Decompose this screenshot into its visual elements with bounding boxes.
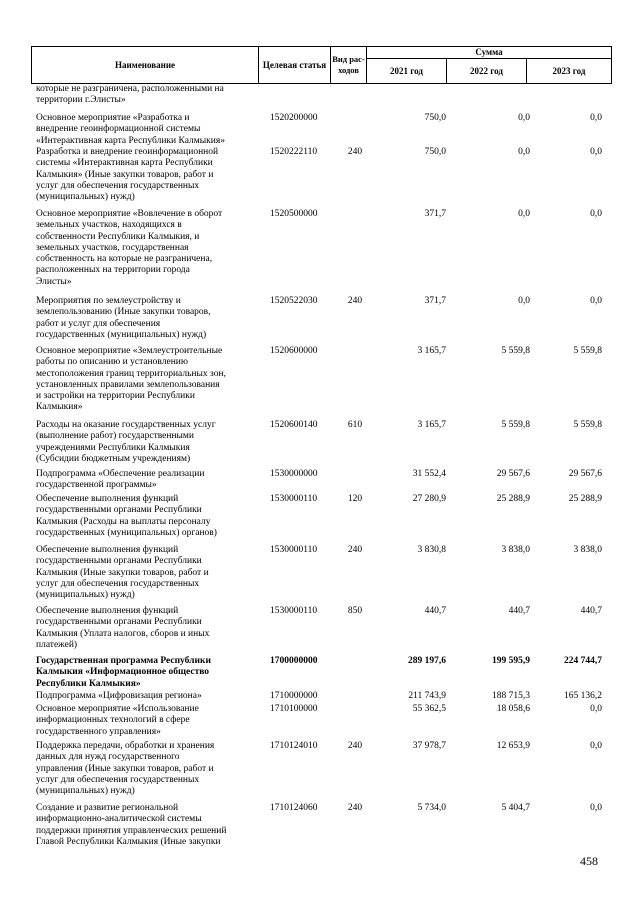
row-name: Создание и развитие региональной информационно-аналитической системы поддержки принятия управленческих решений Главой Республики Калмыкия (Иные закупки bbox=[36, 803, 227, 847]
row-target: 1710124060 bbox=[270, 803, 318, 813]
row-name: Основное мероприятие «Разработка и внедрение геоинформационной системы «Интерактивная карта Республики Калмыкия» bbox=[36, 113, 225, 146]
row-sum-2021: 3 165,7 bbox=[417, 420, 446, 430]
header-vid: Вид рас-ходов bbox=[331, 47, 367, 84]
row-target: 1520522030 bbox=[270, 296, 318, 306]
row-name: Расходы на оказание государственных услуг (выполнение работ) государственными учреждениями Республики Калмыкия (Субсидии бюджетным учреждениям) bbox=[36, 420, 216, 464]
row-sum-2022: 18 058,6 bbox=[496, 704, 530, 714]
row-sum-2023: 0,0 bbox=[590, 296, 602, 306]
row-vid: 240 bbox=[347, 803, 363, 813]
header-target: Целевая статья bbox=[259, 47, 331, 84]
row-sum-2023: 0,0 bbox=[590, 209, 602, 219]
row-vid: 120 bbox=[347, 494, 363, 504]
row-sum-2023: 224 744,7 bbox=[564, 656, 602, 666]
row-sum-2023: 165 136,2 bbox=[564, 691, 602, 701]
row-sum-2021: 3 830,8 bbox=[417, 545, 446, 555]
row-target: 1530000110 bbox=[270, 494, 318, 504]
row-target: 1520200000 bbox=[270, 113, 318, 123]
row-sum-2022: 188 715,3 bbox=[492, 691, 530, 701]
row-sum-2022: 12 653,9 bbox=[496, 741, 530, 751]
row-sum-2023: 5 559,8 bbox=[573, 420, 602, 430]
row-sum-2023: 0,0 bbox=[590, 113, 602, 123]
row-target: 1530000110 bbox=[270, 545, 318, 555]
row-sum-2021: 55 362,5 bbox=[412, 704, 446, 714]
row-sum-2022: 5 559,8 bbox=[501, 346, 530, 356]
row-sum-2021: 3 165,7 bbox=[417, 346, 446, 356]
row-sum-2023: 0,0 bbox=[590, 147, 602, 157]
header-sum: Сумма bbox=[367, 47, 612, 59]
row-sum-2021: 27 280,9 bbox=[412, 494, 446, 504]
header-2022: 2022 год bbox=[447, 59, 527, 84]
row-name: Подпрограмма «Цифровизация региона» bbox=[36, 691, 202, 701]
row-target: 1700000000 bbox=[270, 656, 318, 666]
row-name: Поддержка передачи, обработки и хранения данных для нужд государственного управления (Иные закупки товаров, работ и услуг для обеспечения государственных (муниципальных) нужд) bbox=[36, 741, 215, 797]
row-sum-2022: 0,0 bbox=[518, 147, 530, 157]
row-target: 1710124010 bbox=[270, 741, 318, 751]
row-name: Разработка и внедрение геоинформационной системы «Интерактивная карта Республики Калмыкия» (Иные закупки товаров, работ и услуг для обеспечения государственных (муниципальных) нужд) bbox=[36, 147, 219, 203]
row-name: Обеспечение выполнения функций государственными органами Республики Калмыкия (Расходы на выплаты персоналу государственных (муниципальных) органов) bbox=[36, 494, 217, 538]
row-target: 1520600000 bbox=[270, 346, 318, 356]
row-target: 1520222110 bbox=[270, 147, 318, 157]
row-vid: 850 bbox=[347, 606, 363, 616]
row-sum-2021: 750,0 bbox=[424, 113, 446, 123]
row-name: которые не разграничена, расположенными на территории г.Элисты» bbox=[36, 84, 224, 106]
row-sum-2021: 31 552,4 bbox=[412, 469, 446, 479]
row-sum-2023: 0,0 bbox=[590, 741, 602, 751]
row-sum-2021: 5 734,0 bbox=[417, 803, 446, 813]
header-2021: 2021 год bbox=[367, 59, 447, 84]
row-target: 1530000000 bbox=[270, 469, 318, 479]
row-sum-2021: 289 197,6 bbox=[408, 656, 446, 666]
row-name: Мероприятия по землеустройству и землепользованию (Иные закупки товаров, работ и услуг для обеспечения государственных (муниципальных) нужд) bbox=[36, 296, 211, 340]
row-sum-2022: 0,0 bbox=[518, 296, 530, 306]
row-vid: 610 bbox=[347, 420, 363, 430]
row-target: 1530000110 bbox=[270, 606, 318, 616]
row-sum-2022: 29 567,6 bbox=[496, 469, 530, 479]
row-sum-2021: 750,0 bbox=[424, 147, 446, 157]
row-sum-2022: 0,0 bbox=[518, 209, 530, 219]
row-sum-2022: 440,7 bbox=[508, 606, 530, 616]
header-name: Наименование bbox=[32, 47, 259, 84]
row-sum-2021: 440,7 bbox=[424, 606, 446, 616]
row-vid: 240 bbox=[347, 741, 363, 751]
row-sum-2023: 0,0 bbox=[590, 803, 602, 813]
row-sum-2022: 5 559,8 bbox=[501, 420, 530, 430]
row-vid: 240 bbox=[347, 147, 363, 157]
row-target: 1710000000 bbox=[270, 691, 318, 701]
row-sum-2023: 0,0 bbox=[590, 704, 602, 714]
row-name: Государственная программа Республики Калмыкия «Информационное общество Республики Калмыкия» bbox=[36, 656, 211, 689]
row-sum-2021: 371,7 bbox=[424, 296, 446, 306]
row-name: Основное мероприятие «Вовлечение в оборот земельных участков, находящихся в собственности Республики Калмыкия, и земельных участков, государственная собственность на которые не разграничена, расположенных на территории города Элисты» bbox=[36, 209, 223, 287]
row-sum-2022: 0,0 bbox=[518, 113, 530, 123]
row-name: Основное мероприятие «Использование информационных технологий в сфере государственного управления» bbox=[36, 704, 199, 737]
row-sum-2023: 5 559,8 bbox=[573, 346, 602, 356]
row-sum-2021: 37 978,7 bbox=[412, 741, 446, 751]
row-sum-2023: 25 288,9 bbox=[568, 494, 602, 504]
row-target: 1710100000 bbox=[270, 704, 318, 714]
row-name: Обеспечение выполнения функций государственными органами Республики Калмыкия (Иные закупки товаров, работ и услуг для обеспечения государственных (муниципальных) нужд) bbox=[36, 545, 209, 601]
row-sum-2021: 211 743,9 bbox=[408, 691, 446, 701]
row-sum-2023: 3 838,0 bbox=[573, 545, 602, 555]
row-sum-2022: 3 838,0 bbox=[501, 545, 530, 555]
row-sum-2021: 371,7 bbox=[424, 209, 446, 219]
row-target: 1520600140 bbox=[270, 420, 318, 430]
row-name: Подпрограмма «Обеспечение реализации государственной программы» bbox=[36, 469, 205, 491]
header-2023: 2023 год bbox=[527, 59, 612, 84]
row-name: Обеспечение выполнения функций государственными органами Республики Калмыкия (Уплата налогов, сборов и иных платежей) bbox=[36, 606, 210, 650]
page-number: 458 bbox=[580, 854, 598, 868]
row-vid: 240 bbox=[347, 545, 363, 555]
row-sum-2022: 199 595,9 bbox=[492, 656, 530, 666]
row-vid: 240 bbox=[347, 296, 363, 306]
row-name: Основное мероприятие «Землеустроительные работы по описанию и установлению местоположения границ территориальных зон, установленных правилами землепользования и застройки на территории Республики Калмыкия» bbox=[36, 346, 226, 413]
row-sum-2023: 440,7 bbox=[580, 606, 602, 616]
row-sum-2022: 25 288,9 bbox=[496, 494, 530, 504]
row-target: 1520500000 bbox=[270, 209, 318, 219]
row-sum-2022: 5 404,7 bbox=[501, 803, 530, 813]
row-sum-2023: 29 567,6 bbox=[568, 469, 602, 479]
